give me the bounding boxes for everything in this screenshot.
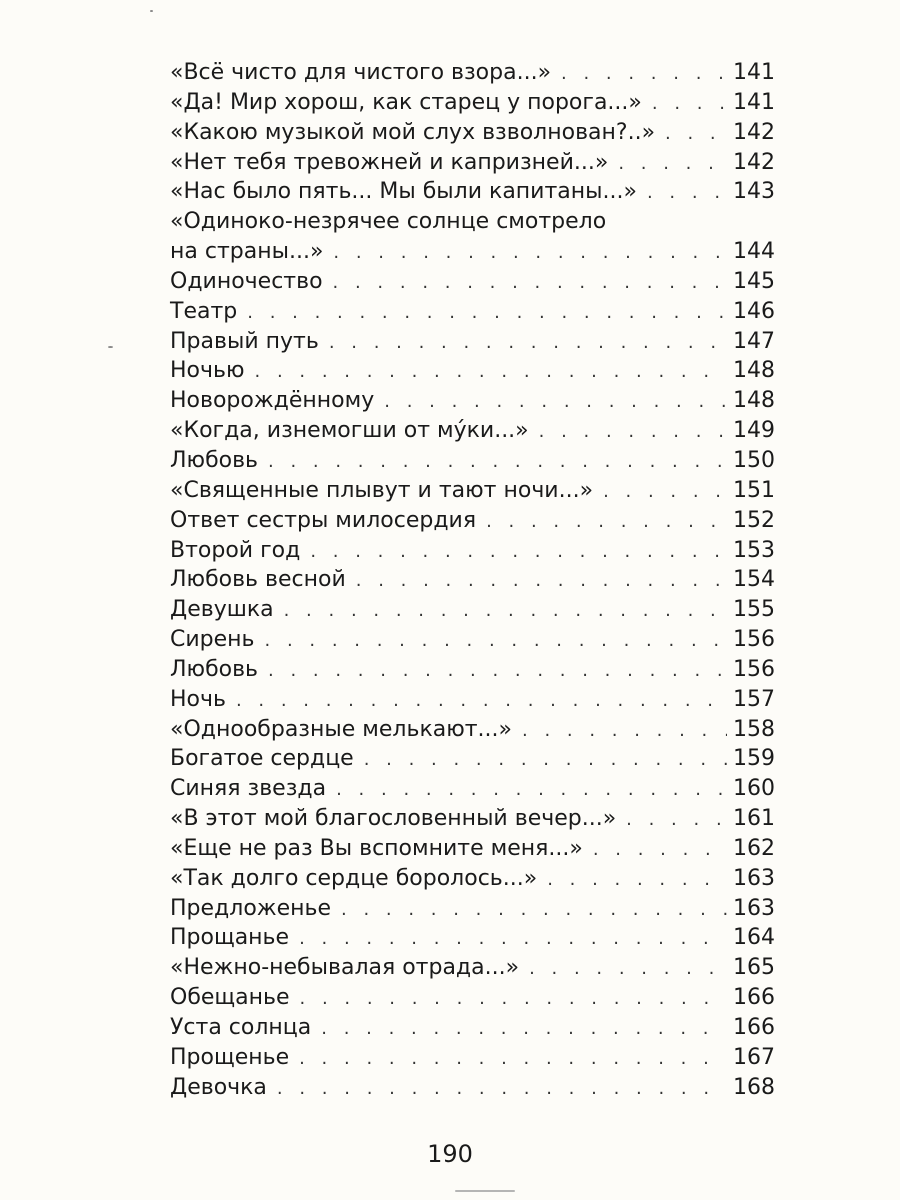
dot-leader (300, 984, 727, 1014)
entry-title: Правый путь (170, 328, 319, 354)
entry-page-number: 146 (733, 298, 775, 324)
entry-title: Сирень (170, 627, 255, 653)
entry-page-number: 163 (733, 895, 775, 921)
dot-leader (255, 357, 728, 387)
entry-title: Синяя звезда (170, 776, 327, 802)
toc-entry (170, 118, 775, 148)
entry-page-number: 152 (733, 507, 775, 533)
entry-title: Театр (170, 298, 238, 324)
entry-page-number: 161 (733, 806, 775, 832)
dot-leader (593, 835, 727, 865)
entry-page-number: 163 (733, 865, 775, 891)
dot-leader (236, 686, 727, 716)
dot-leader (268, 447, 727, 477)
entry-page-number: 147 (733, 328, 775, 354)
toc-entry (170, 715, 775, 745)
entry-page-number: 157 (733, 686, 775, 712)
entry-title-continuation: на страны...» (170, 239, 324, 265)
dot-leader (647, 178, 727, 208)
entry-page-number: 165 (733, 955, 775, 981)
page-number: 190 (427, 1140, 473, 1168)
entry-page-number: 151 (733, 477, 775, 503)
dot-leader (265, 626, 727, 656)
dot-leader (247, 298, 727, 328)
dot-leader (529, 954, 727, 984)
entry-title: Девочка (170, 1074, 267, 1100)
entry-page-number: 141 (733, 89, 775, 115)
entry-page-number: 155 (733, 597, 775, 623)
toc-entry (170, 894, 775, 924)
entry-title: «Всё чисто для чистого взора...» (170, 60, 552, 85)
entry-title: «Да! Мир хорош, как старец у порога...» (170, 89, 642, 115)
dot-leader (626, 805, 727, 835)
dot-leader (310, 537, 727, 567)
entry-page-number: 154 (733, 567, 775, 593)
entry-page-number: 143 (733, 179, 775, 205)
dot-leader (547, 865, 727, 895)
entry-title: «Священные плывут и тают ночи...» (170, 477, 594, 503)
toc-entry (170, 744, 775, 774)
entry-title: «Еще не раз Вы вспомните меня...» (170, 835, 583, 861)
entry-page-number: 156 (733, 656, 775, 682)
dot-leader (356, 566, 727, 596)
toc-entry (170, 625, 775, 655)
entry-title: Ночью (170, 358, 245, 384)
toc-entry (170, 536, 775, 566)
dot-leader (364, 745, 727, 775)
dot-leader (333, 238, 727, 268)
dot-leader (333, 268, 727, 298)
entry-title: «Нежно-небывалая отрада...» (170, 955, 520, 981)
entry-page-number: 166 (733, 1015, 775, 1040)
dot-leader (329, 328, 727, 358)
toc-entry (170, 774, 775, 804)
dot-leader (384, 387, 727, 417)
entry-title: Новорождённому (170, 388, 375, 414)
entry-title: Обещанье (170, 985, 290, 1011)
toc-entry (170, 953, 775, 983)
toc-entry (170, 804, 775, 834)
dot-leader (603, 477, 727, 507)
entry-title: «Однообразные мелькают...» (170, 716, 512, 742)
entry-title: «Одиноко-незрячее солнце смотрело (170, 209, 607, 235)
entry-page-number: 166 (733, 985, 775, 1011)
dot-leader (539, 417, 727, 447)
dot-leader (299, 1044, 727, 1074)
toc-entry (170, 1013, 775, 1043)
entry-title: «Какою музыкой мой слух взволнован?..» (170, 119, 656, 145)
toc-entry (170, 446, 775, 476)
entry-title: Богатое сердце (170, 746, 354, 772)
entry-page-number: 141 (733, 60, 775, 85)
entry-title: Ночь (170, 686, 226, 712)
dot-leader (336, 775, 727, 805)
entry-page-number: 144 (733, 239, 775, 265)
toc-entry (170, 416, 775, 446)
dot-leader (299, 924, 727, 954)
dot-leader (618, 149, 727, 179)
toc-entry (170, 58, 775, 88)
toc-entry (170, 386, 775, 416)
entry-title: Предложенье (170, 895, 332, 921)
entry-page-number: 153 (733, 537, 775, 563)
entry-page-number: 158 (733, 716, 775, 742)
entry-title: Уста солнца (170, 1015, 312, 1040)
entry-page-number: 149 (733, 418, 775, 444)
toc-entry (170, 207, 775, 267)
entry-page-number: 167 (733, 1044, 775, 1070)
toc-entry (170, 1043, 775, 1073)
dot-leader (268, 656, 727, 686)
entry-page-number: 160 (733, 776, 775, 802)
entry-title: «Нас было пять... Мы были капитаны...» (170, 179, 637, 205)
entry-page-number: 150 (733, 447, 775, 473)
toc-entry (170, 834, 775, 864)
entry-page-number: 142 (733, 149, 775, 175)
entry-page-number: 145 (733, 268, 775, 294)
entry-title: «Так долго сердце боролось...» (170, 865, 538, 891)
entry-page-number: 148 (733, 388, 775, 414)
entry-title: Ответ сестры милосердия (170, 507, 477, 533)
dot-leader (522, 716, 727, 746)
entry-page-number: 162 (733, 835, 775, 861)
toc-entry (170, 506, 775, 536)
toc-entry (170, 595, 775, 625)
toc-entry (170, 297, 775, 327)
entry-title: Любовь (170, 656, 259, 682)
scan-speck (455, 1190, 515, 1192)
entry-title: Прощенье (170, 1044, 290, 1070)
dot-leader (277, 1074, 727, 1104)
entry-title: Прощанье (170, 925, 290, 951)
entry-page-number: 159 (733, 746, 775, 772)
toc-entry (170, 1073, 775, 1103)
toc-entry (170, 327, 775, 357)
toc-entry (170, 177, 775, 207)
entry-page-number: 148 (733, 358, 775, 384)
toc-entry (170, 267, 775, 297)
entry-page-number: 168 (733, 1074, 775, 1100)
toc-entry (170, 983, 775, 1013)
scan-speck (108, 346, 113, 348)
toc-entry (170, 655, 775, 685)
toc-entry (170, 923, 775, 953)
dot-leader (341, 895, 727, 925)
entry-title: Любовь весной (170, 567, 346, 593)
dot-leader (486, 507, 727, 537)
dot-leader (652, 89, 727, 119)
toc-entry (170, 88, 775, 118)
entry-title: Второй год (170, 537, 301, 563)
toc-entry (170, 356, 775, 386)
toc-entry (170, 685, 775, 715)
entry-page-number: 164 (733, 925, 775, 951)
entry-title: Девушка (170, 597, 274, 623)
entry-title: «В этот мой благословенный вечер...» (170, 806, 617, 832)
toc-entry (170, 148, 775, 178)
dot-leader (284, 596, 727, 626)
entry-page-number: 142 (733, 119, 775, 145)
table-of-contents (170, 58, 775, 1103)
toc-entry (170, 565, 775, 595)
dot-leader (561, 59, 727, 89)
toc-entry (170, 864, 775, 894)
toc-entry (170, 476, 775, 506)
entry-title: Любовь (170, 447, 259, 473)
scan-speck (150, 10, 153, 12)
entry-title: Одиночество (170, 268, 323, 294)
entry-page-number: 156 (733, 627, 775, 653)
dot-leader (321, 1014, 727, 1044)
entry-title: «Когда, изнемогши от му́ки...» (170, 418, 529, 444)
dot-leader (665, 119, 727, 149)
entry-title: «Нет тебя тревожней и капризней...» (170, 149, 609, 175)
